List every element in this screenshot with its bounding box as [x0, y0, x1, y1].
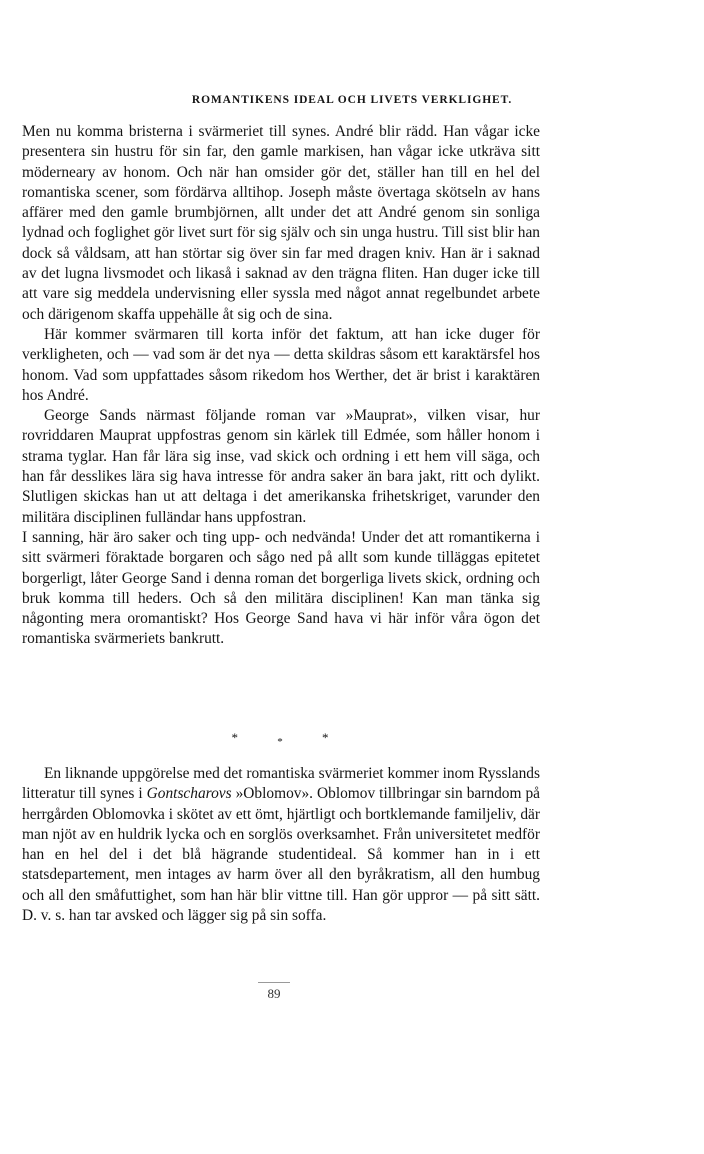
page-number: 89	[267, 986, 281, 1001]
section-break-asterisks	[0, 730, 560, 746]
paragraph-4: I sanning, här äro saker och ting upp- och nedvända! Under det att romantikerna i sitt svärmeri föraktade borgaren och sågo ned på allt som kunde tilläggas epitetet borgerligt, låter George Sand i denna roman det borgerliga livets skick, ordning och bruk komma till heders. Och så den militära disciplinen! Kan man tänka sig någonting mera oromantiskt? Hos George Sand hava vi här inför våra ögon det romantiska svärmeriets bankrutt.	[22, 528, 540, 648]
page-number-rule	[258, 982, 290, 983]
author-name-italic: Gontscharovs	[146, 785, 232, 803]
running-head: ROMANTIKENS IDEAL OCH LIVETS VERKLIGHET.	[191, 94, 513, 106]
paragraph-2: Här kommer svärmaren till korta inför det faktum, att han icke duger för verkligheten, och — vad som är det nya — detta skildras såsom ett karaktärsfel hos honom. Vad som uppfattades såsom rikedom hos Werther, det är brist i karaktären hos André.	[22, 325, 540, 404]
paragraph-5-start: En liknande uppgörelse med det romantiska svärmeriet kommer inom Rysslands litteratur till synes i	[22, 765, 540, 803]
paragraph-5	[22, 764, 540, 926]
body-text-lower	[22, 764, 540, 926]
paragraph-5-rest: »Oblomov». Oblomov tillbringar sin barndom på herrgården Oblomovka i skötet av ett ömt, hjärtligt och bortklemande familjeliv, där man njöt av en huldrik lycka och en sorglös overksamhet. Från universitetet medför han en hel del i det blå hägrande studentideal. Så kommer han in i ett statsdepartement, men intages av harm över all den byråkratism, all den humbug och all den småfuttighet, som han här blir vittne till. Han gör uppror — på sitt sätt. D. v. s. han tar avsked och lägger sig på sin soffa.	[22, 785, 541, 925]
body-text-upper	[22, 122, 540, 650]
paragraph-3: George Sands närmast följande roman var »Mauprat», vilken visar, hur rovriddaren Mauprat uppfostras genom sin kärlek till Edmée, som håller honom i strama tyglar. Han får lära sig inse, vad skick och ordning i ett hem vill säga, och han får desslikes lära sig hava intresse för andra saker än bara jakt, ritt och dylikt. Slutligen skickas han ut att deltaga i det amerikanska frihetskriget, varunder den militära disciplinen fulländar hans uppfostran.	[22, 407, 540, 526]
asterisk-3: *	[322, 730, 329, 745]
asterisk-2: *	[277, 736, 283, 748]
asterisk-1: *	[231, 730, 238, 745]
paragraph-1: Men nu komma bristerna i svärmeriet till synes. André blir rädd. Han vågar icke presentera sin hustru för sin far, den gamle markisen, han vågar icke utkräva sitt möderneary av honom. Och när han omsider gör det, ställer han till en hel del romantiska scener, som fördärva alltihop. Joseph måste övertaga skötseln av hans affärer med den gamle brumbjörnen, allt under det att André genom sin sonliga lydnad och foglighet gör livet surt för sig själv och sin unga hustru. Till sist blir han dock så våldsam, att han störtar sig över sin far med dragen kniv. Han är i saknad av det lugna livsmodet och likaså i saknad av den trägna fliten. Han duger icke till att vare sig meddela undervisning eller syssla med något annat regelbundet arbete och därigenom skaffa uppehälle åt sig och de sina.	[22, 123, 540, 323]
